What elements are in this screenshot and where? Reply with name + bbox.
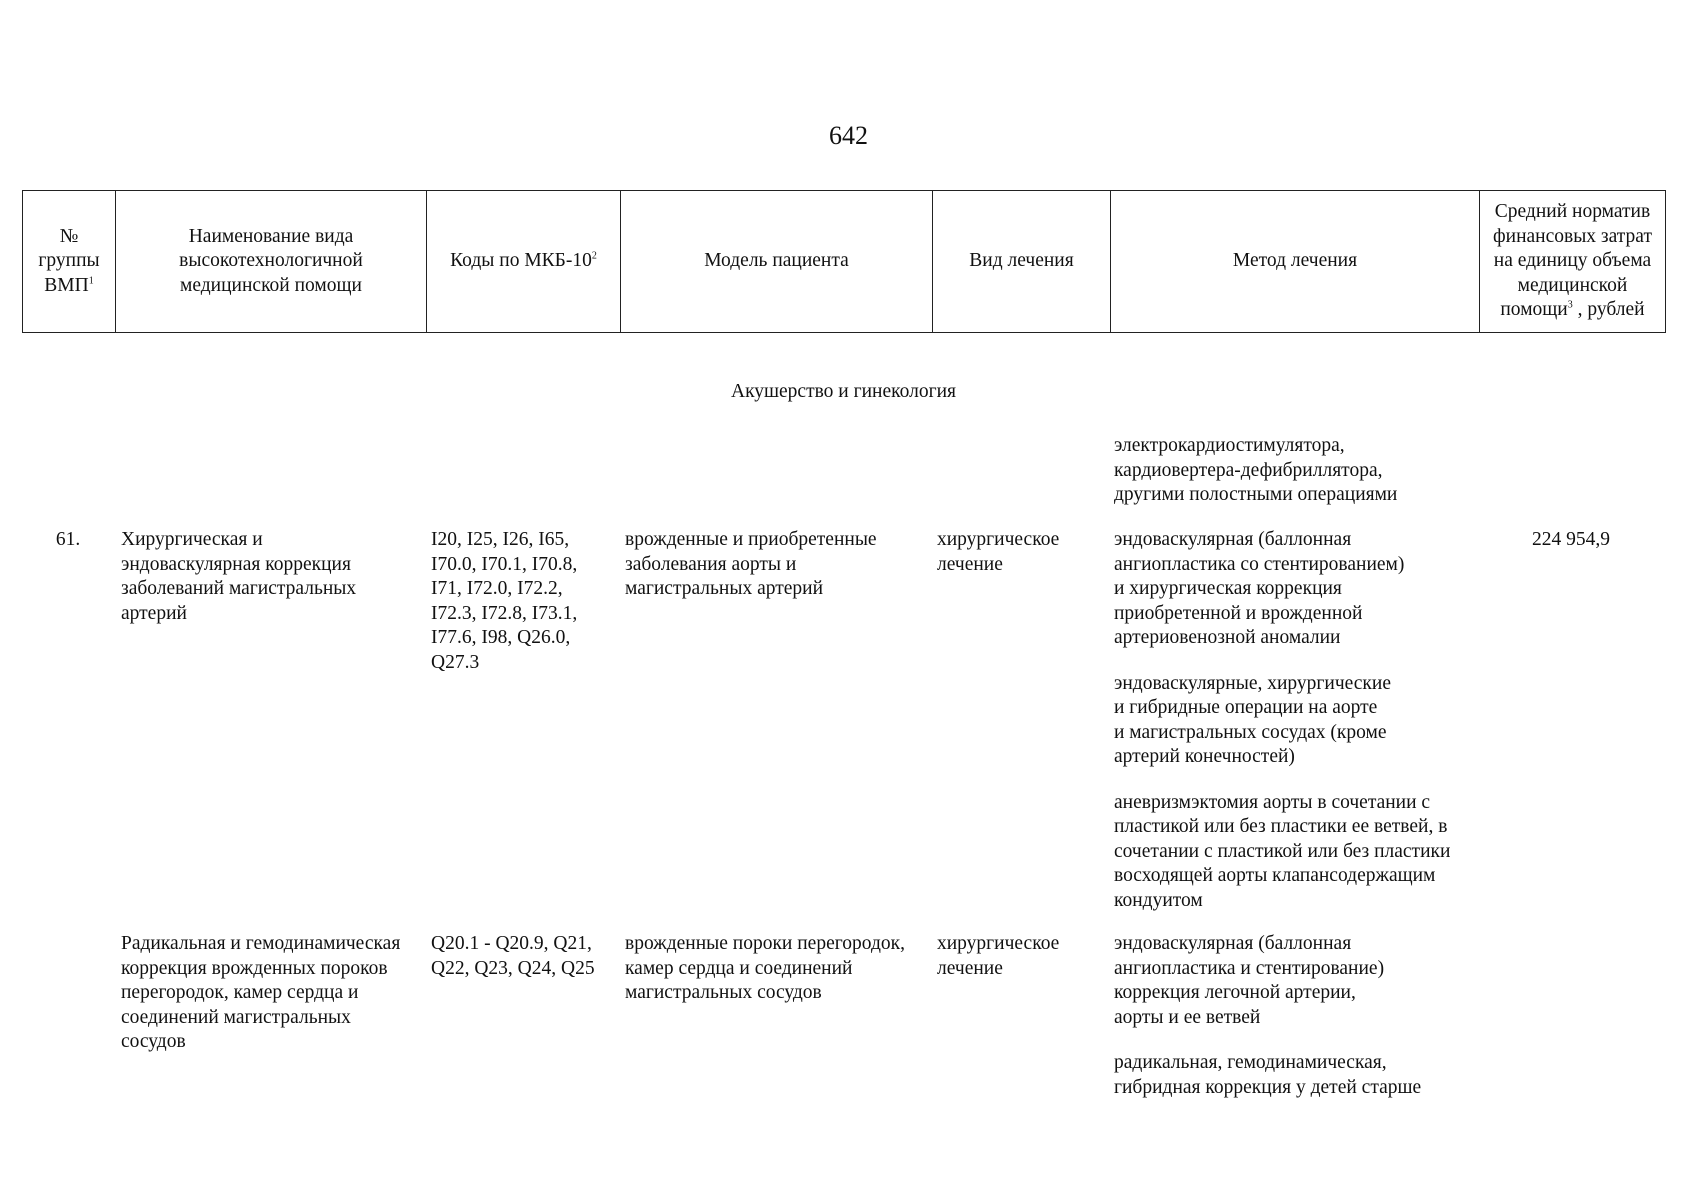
row-number: 61.	[55, 529, 81, 550]
row-patient-model: врожденные пороки перегородок, камер сердца и соединений магистральных сосудов	[625, 933, 905, 1003]
header-treatment-method: Метод лечения	[1111, 191, 1480, 333]
row-treatment-methods	[1114, 528, 1484, 913]
header-patient-model: Модель пациента	[621, 191, 933, 333]
row-icd-codes: Q20.1 - Q20.9, Q21, Q22, Q23, Q24, Q25	[431, 933, 595, 979]
row-patient-model: врожденные и приобретенные заболевания аорты и магистральных артерий	[625, 529, 877, 599]
row-care-name: Радикальная и гемодинамическая коррекция врожденных пороков перегородок, камер сердца и соединений магистральных сосудов	[121, 933, 401, 1052]
method-item: эндоваскулярные, хирургические и гибридные операции на аорте и магистральных сосудах (кроме артерий конечностей)	[1114, 672, 1391, 767]
method-item: эндоваскулярная (баллонная ангиопластика со стентированием) и хирургическая коррекция приобретенной и врожденной артериовенозной аномалии	[1114, 529, 1405, 648]
table-header	[22, 190, 1666, 333]
method-item: эндоваскулярная (баллонная ангиопластика и стентирование) коррекция легочной артерии, аорты и ее ветвей	[1114, 933, 1385, 1028]
row-care-name: Хирургическая и эндоваскулярная коррекция заболеваний магистральных артерий	[121, 529, 357, 624]
section-title: Акушерство и гинекология	[730, 381, 957, 402]
row-cost: 224 954,9	[1532, 529, 1610, 550]
row-treatment-methods	[1114, 932, 1484, 1100]
header-care-name: Наименование вида высокотехнологичной медицинской помощи	[116, 191, 427, 333]
header-cost-standard: Средний норматив финансовых затрат на единицу объема медицинской помощи$^3$ , рублей	[1480, 191, 1666, 333]
method-item: радикальная, гемодинамическая, гибридная коррекция у детей старше	[1114, 1052, 1422, 1098]
header-treatment-type: Вид лечения	[933, 191, 1111, 333]
row-treatment-type: хирургическое лечение	[937, 933, 1060, 979]
row-icd-codes: I20, I25, I26, I65, I70.0, I70.1, I70.8, I71, I72.0, I72.2, I72.3, I72.8, I73.1, I77.6, I98, Q26.0, Q27.3	[431, 529, 578, 673]
header-group-number: № группы ВМП$^1$	[23, 191, 116, 333]
header-icd-codes: Коды по МКБ-$10^2$	[427, 191, 621, 333]
method-continuation: электрокардиостимулятора, кардиовертера-дефибриллятора, другими полостными операциями	[1114, 435, 1398, 505]
page-number: 642	[829, 121, 868, 150]
row-treatment-type: хирургическое лечение	[937, 529, 1060, 575]
method-item: аневризмэктомия аорты в сочетании с пластикой или без пластики ее ветвей, в сочетании с пластикой или без пластики восходящей аорты клапансодержащим кондуитом	[1114, 791, 1451, 911]
